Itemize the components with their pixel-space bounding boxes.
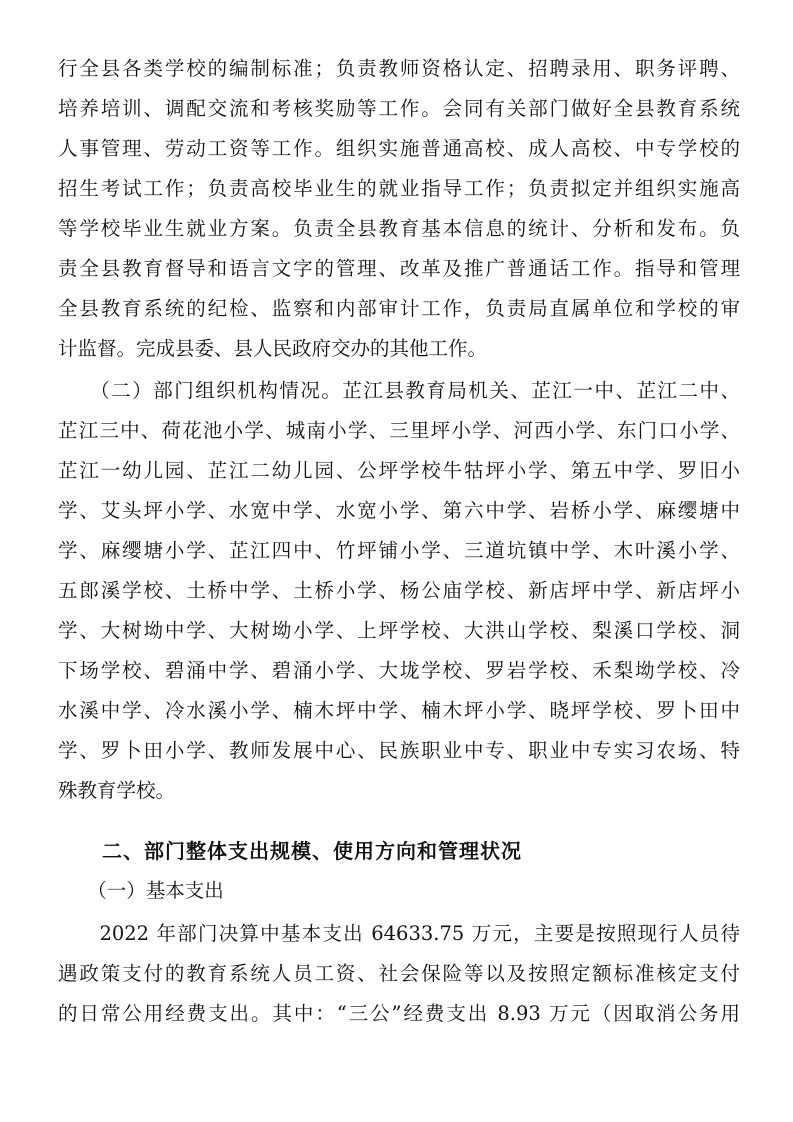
body-line: （二）部门组织机构情况。芷江县教育局机关、芷江一中、芷江二中、: [58, 379, 740, 402]
body-line: 的日常公用经费支出。其中：“三公”经费支出 8.93 万元（因取消公务用: [58, 1002, 740, 1025]
body-line: 责全县教育督导和语言文字的管理、改革及推广普通话工作。指导和管理: [58, 257, 740, 280]
body-line: 2022 年部门决算中基本支出 64633.75 万元，主要是按照现行人员待: [58, 922, 740, 945]
body-line: 全县教育系统的纪检、监察和内部审计工作，负责局直属单位和学校的审: [58, 297, 740, 320]
body-line: 学、艾头坪小学、水宽中学、水宽小学、第六中学、岩桥小学、麻缨塘中: [58, 499, 740, 522]
body-line: 芷江一幼儿园、芷江二幼儿园、公坪学校牛牯坪小学、第五中学、罗旧小: [58, 459, 740, 482]
body-line: 学、罗卜田小学、教师发展中心、民族职业中专、职业中专实习农场、特: [58, 739, 740, 762]
body-line: 招生考试工作；负责高校毕业生的就业指导工作；负责拟定并组织实施高: [58, 177, 740, 200]
body-line: 水溪中学、冷水溪小学、楠木坪中学、楠木坪小学、晓坪学校、罗卜田中: [58, 699, 740, 722]
body-line: 学、麻缨塘小学、芷江四中、竹坪铺小学、三道坑镇中学、木叶溪小学、: [58, 539, 740, 562]
body-line: 遇政策支付的教育系统人员工资、社会保险等以及按照定额标准核定支付: [58, 962, 740, 985]
body-line: 下场学校、碧涌中学、碧涌小学、大垅学校、罗岩学校、禾梨坳学校、冷: [58, 659, 740, 682]
body-line: 芷江三中、荷花池小学、城南小学、三里坪小学、河西小学、东门口小学、: [58, 419, 740, 442]
subsection-heading: （一）基本支出: [58, 879, 224, 902]
body-line: 殊教育学校。: [58, 779, 176, 802]
section-heading: 二、部门整体支出规模、使用方向和管理状况: [102, 839, 522, 863]
body-line: 培养培训、调配交流和考核奖励等工作。会同有关部门做好全县教育系统: [58, 97, 740, 120]
body-line: 学、大树坳中学、大树坳小学、上坪学校、大洪山学校、梨溪口学校、洞: [58, 619, 740, 642]
body-line: 五郎溪学校、土桥中学、土桥小学、杨公庙学校、新店坪中学、新店坪小: [58, 579, 740, 602]
body-line: 等学校毕业生就业方案。负责全县教育基本信息的统计、分析和发布。负: [58, 217, 740, 240]
body-line: 计监督。完成县委、县人民政府交办的其他工作。: [58, 337, 488, 360]
body-line: 行全县各类学校的编制标准；负责教师资格认定、招聘录用、职务评聘、: [58, 57, 740, 80]
body-line: 人事管理、劳动工资等工作。组织实施普通高校、成人高校、中专学校的: [58, 137, 740, 160]
